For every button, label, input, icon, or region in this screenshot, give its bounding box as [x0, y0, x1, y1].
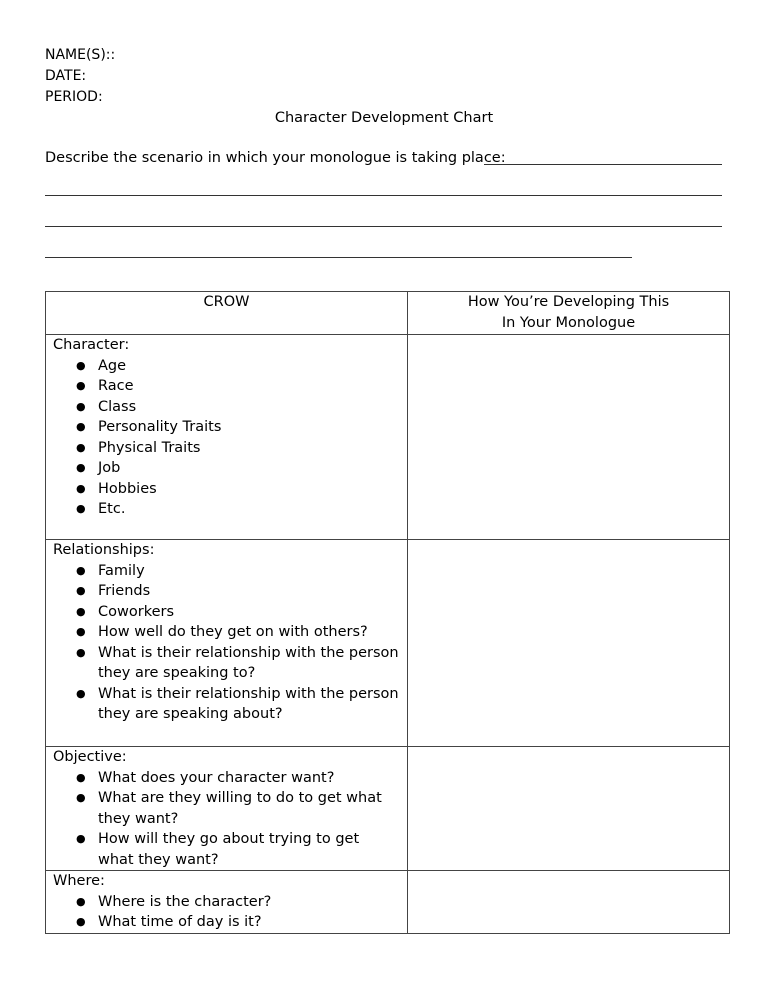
list-item: ● Age [46, 356, 407, 377]
period-label: PERIOD: [45, 89, 103, 105]
list-item: ● What time of day is it? [46, 912, 407, 933]
list-item: ● Class [46, 397, 407, 418]
list-item: ● Coworkers [46, 602, 407, 623]
section-title: Objective: [53, 749, 127, 765]
answer-line[interactable] [484, 164, 722, 165]
section-title: Relationships: [53, 542, 155, 558]
list-item: ● Where is the character? [46, 892, 407, 913]
page-title: Character Development Chart [274, 110, 494, 126]
objective-response-cell[interactable] [408, 747, 730, 871]
list-item: ● Race [46, 376, 407, 397]
list-item: ● What does your character want? [46, 768, 407, 789]
list-item: ● Physical Traits [46, 438, 407, 459]
list-item: ● Job [46, 458, 407, 479]
list-item: ● Personality Traits [46, 417, 407, 438]
list-item: ● How well do they get on with others? [46, 622, 407, 643]
character-response-cell[interactable] [408, 335, 730, 540]
crow-header: CROW [46, 292, 408, 335]
list-item: ● What are they willing to do to get what they want? [46, 788, 407, 829]
answer-line[interactable] [45, 257, 632, 258]
answer-line[interactable] [45, 226, 722, 227]
objective-section [46, 747, 408, 871]
development-header: How You’re Developing This In Your Monologue [408, 292, 730, 335]
where-section [46, 871, 408, 934]
relationships-response-cell[interactable] [408, 540, 730, 747]
answer-line[interactable] [45, 195, 722, 196]
list-item: ● What is their relationship with the person they are speaking about? [46, 684, 407, 725]
list-item: ● Family [46, 561, 407, 582]
names-label: NAME(S):: [45, 47, 116, 63]
list-item: ● Etc. [46, 499, 407, 520]
section-title: Where: [53, 873, 105, 889]
date-label: DATE: [45, 68, 87, 84]
list-item: ● Hobbies [46, 479, 407, 500]
section-title: Character: [53, 337, 130, 353]
crow-chart [45, 291, 730, 934]
list-item: ● What is their relationship with the person they are speaking to? [46, 643, 407, 684]
character-section [46, 335, 408, 540]
scenario-prompt: Describe the scenario in which your monologue is taking place: [45, 150, 506, 166]
list-item: ● How will they go about trying to get what they want? [46, 829, 407, 870]
list-item: ● Friends [46, 581, 407, 602]
where-response-cell[interactable] [408, 871, 730, 934]
relationships-section [46, 540, 408, 747]
